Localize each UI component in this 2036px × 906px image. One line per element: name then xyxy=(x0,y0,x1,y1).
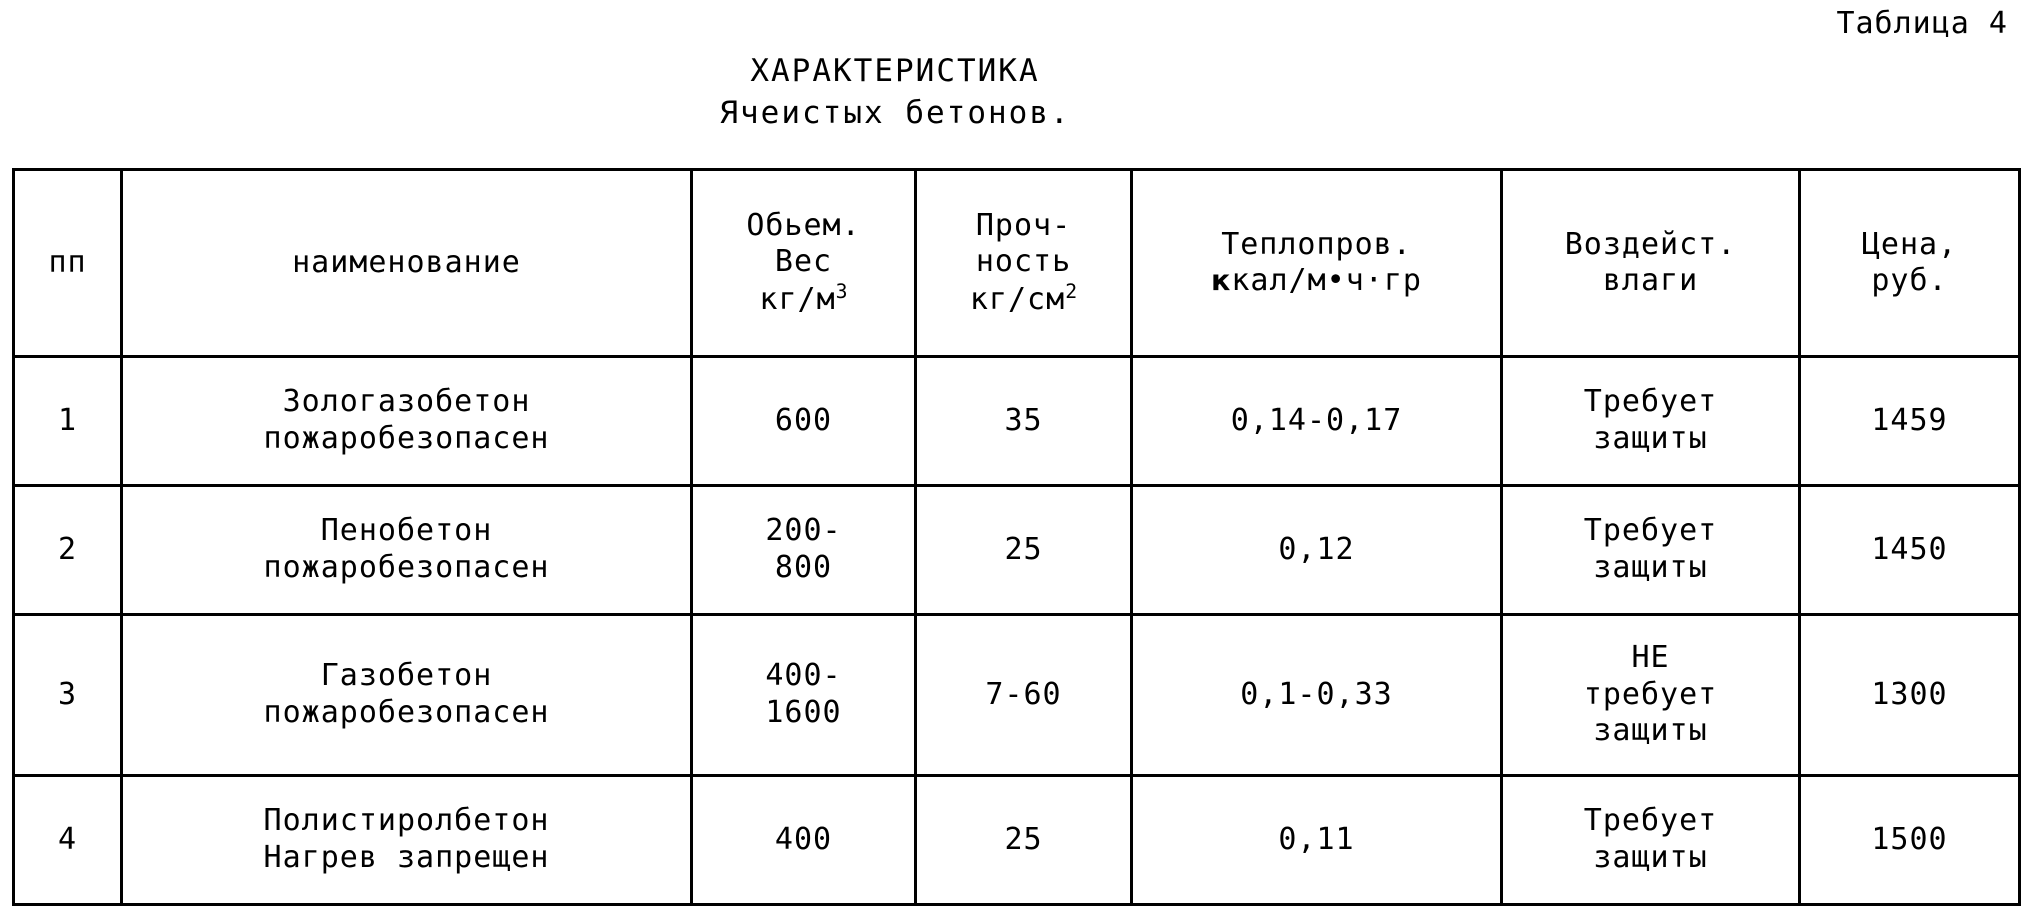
row-strength: 7-60 xyxy=(916,615,1132,776)
row-volume-weight xyxy=(692,357,916,486)
document-title: ХАРАКТЕРИСТИКА xyxy=(750,53,1040,89)
row-name xyxy=(122,615,692,776)
row-moisture-line1: Требует xyxy=(1583,513,1718,549)
table-number-label: Таблица 4 xyxy=(1836,6,2008,41)
header-moisture-line2: влаги xyxy=(1602,263,1699,298)
header-heat-line2 xyxy=(1139,263,1494,299)
header-volume-exponent: 3 xyxy=(835,280,848,303)
row-price: 1500 xyxy=(1800,776,2020,905)
row-name xyxy=(122,357,692,486)
row-volume-weight xyxy=(692,776,916,905)
header-heat-kappa: к xyxy=(1211,264,1232,297)
header-strength-units: кг/см xyxy=(969,282,1066,317)
row-index: 2 xyxy=(14,486,122,615)
header-heat-units: кал/м•ч·гр xyxy=(1231,263,1422,298)
header-volume-line3 xyxy=(699,280,908,318)
header-pp-text: пп xyxy=(48,245,87,280)
header-volume-line2: Вес xyxy=(774,244,833,279)
row-moisture xyxy=(1502,486,1800,615)
row-heat-conductivity: 0,12 xyxy=(1132,486,1502,615)
row-price: 1300 xyxy=(1800,615,2020,776)
header-cell-pp xyxy=(14,170,122,357)
row-name xyxy=(122,486,692,615)
row-volume-line1: 200- xyxy=(765,513,842,549)
row-moisture-line1: Требует xyxy=(1583,384,1718,420)
row-moisture xyxy=(1502,776,1800,905)
row-name xyxy=(122,776,692,905)
header-volume-units: кг/м xyxy=(759,282,836,317)
document-subtitle: Ячеистых бетонов. xyxy=(719,94,1071,131)
row-name-line2: Нагрев запрещен xyxy=(263,840,550,875)
row-moisture-line2: защиты xyxy=(1593,840,1708,875)
header-strength-exponent: 2 xyxy=(1065,280,1078,303)
row-name-line1: Зологазобетон xyxy=(282,384,531,420)
row-name-line1: Пенобетон xyxy=(320,513,493,549)
header-heat-line1: Теплопров. xyxy=(1221,227,1412,262)
title-block xyxy=(0,52,1790,133)
row-volume-line2: 1600 xyxy=(765,695,842,730)
row-moisture-line3: защиты xyxy=(1593,713,1708,749)
row-moisture-line2: защиты xyxy=(1593,550,1708,585)
row-name-line1: Полистиролбетон xyxy=(263,803,550,839)
row-volume-line2: 800 xyxy=(774,550,833,585)
row-moisture-line1: НЕ xyxy=(1631,640,1670,676)
row-price: 1459 xyxy=(1800,357,2020,486)
header-name-text: наименование xyxy=(292,245,521,280)
header-cell-strength xyxy=(916,170,1132,357)
row-index: 4 xyxy=(14,776,122,905)
header-price-line2: руб. xyxy=(1871,263,1948,298)
row-volume-line1: 400- xyxy=(765,658,842,694)
row-index: 1 xyxy=(14,357,122,486)
table-row xyxy=(14,486,2020,615)
header-cell-moisture xyxy=(1502,170,1800,357)
row-name-line2: пожаробезопасен xyxy=(263,695,550,730)
table-row xyxy=(14,357,2020,486)
row-name-line2: пожаробезопасен xyxy=(263,421,550,456)
table-row xyxy=(14,615,2020,776)
row-heat-conductivity: 0,14-0,17 xyxy=(1132,357,1502,486)
row-index: 3 xyxy=(14,615,122,776)
characteristics-table xyxy=(12,168,2021,906)
header-strength-line2: ность xyxy=(975,244,1072,279)
row-volume-line1: 400 xyxy=(774,821,833,857)
row-moisture-line2: защиты xyxy=(1593,421,1708,456)
header-volume-line1: Обьем. xyxy=(746,208,861,243)
table-body xyxy=(14,357,2020,905)
header-strength-line1: Проч- xyxy=(975,208,1072,243)
row-heat-conductivity: 0,1-0,33 xyxy=(1132,615,1502,776)
row-heat-conductivity: 0,11 xyxy=(1132,776,1502,905)
header-moisture-line1: Воздейст. xyxy=(1564,227,1737,262)
row-name-line2: пожаробезопасен xyxy=(263,550,550,585)
row-name-line1: Газобетон xyxy=(320,658,493,694)
header-cell-volume-weight xyxy=(692,170,916,357)
row-volume-weight xyxy=(692,615,916,776)
row-volume-line1: 600 xyxy=(774,402,833,438)
row-strength: 25 xyxy=(916,486,1132,615)
header-cell-price xyxy=(1800,170,2020,357)
row-moisture xyxy=(1502,615,1800,776)
row-moisture-line1: Требует xyxy=(1583,803,1718,839)
header-strength-line3 xyxy=(923,280,1124,318)
header-cell-heat-conductivity xyxy=(1132,170,1502,357)
table-header xyxy=(14,170,2020,357)
table-header-row xyxy=(14,170,2020,357)
row-moisture xyxy=(1502,357,1800,486)
row-strength: 35 xyxy=(916,357,1132,486)
header-price-line1: Цена, xyxy=(1861,227,1958,262)
table-row xyxy=(14,776,2020,905)
characteristics-table-wrapper xyxy=(12,168,2022,906)
header-cell-name xyxy=(122,170,692,357)
row-strength: 25 xyxy=(916,776,1132,905)
row-moisture-line2: требует xyxy=(1583,676,1718,712)
row-volume-weight xyxy=(692,486,916,615)
row-price: 1450 xyxy=(1800,486,2020,615)
